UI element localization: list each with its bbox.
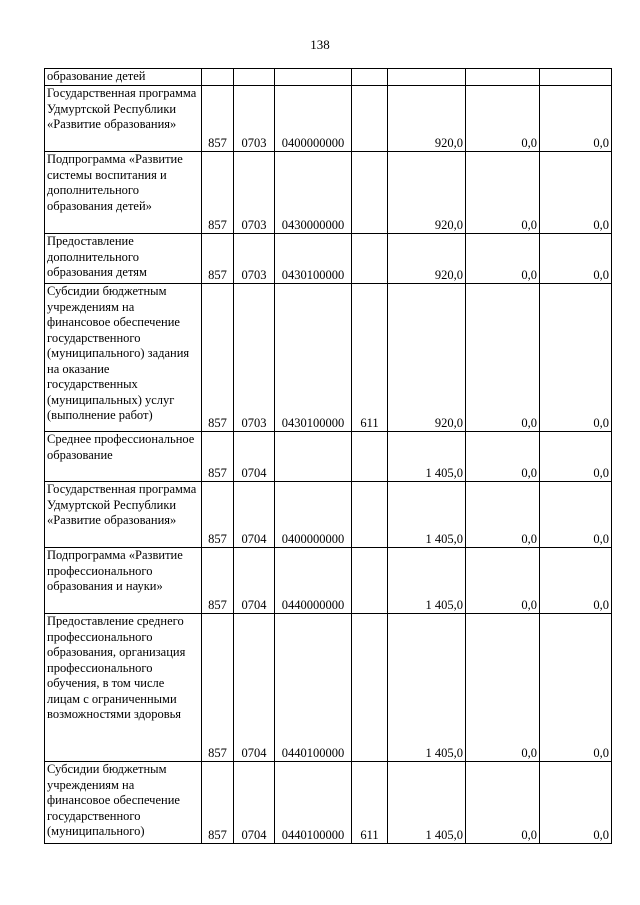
row-sum-3: 0,0 [540,234,612,284]
row-name: Предоставление среднего профессионального образования, организация профессионального обучения, в том числе лицам с ограниченными возможностями здоровья [45,614,202,762]
row-rzpr: 0704 [234,548,275,614]
row-vr [352,69,388,86]
row-vr [352,614,388,762]
row-csr: 0430100000 [275,284,352,432]
row-vr [352,152,388,234]
row-rzpr: 0704 [234,482,275,548]
row-sum-3: 0,0 [540,152,612,234]
row-name: Субсидии бюджетным учреждениям на финансовое обеспечение государственного (муниципального) задания на оказание государственных (муниципальных) услуг (выполнение работ) [45,284,202,432]
row-rzpr: 0703 [234,234,275,284]
row-csr [275,69,352,86]
row-grbs: 857 [202,86,234,152]
row-name: Среднее профессиональное образование [45,432,202,482]
row-vr: 611 [352,284,388,432]
row-grbs: 857 [202,432,234,482]
table-row [45,69,612,86]
row-sum-1: 1 405,0 [388,762,466,844]
table-row [45,614,612,762]
table-row [45,152,612,234]
row-name: Государственная программа Удмуртской Республики «Развитие образования» [45,482,202,548]
table-row [45,86,612,152]
row-name: Предоставление дополнительного образования детям [45,234,202,284]
row-sum-3: 0,0 [540,614,612,762]
row-sum-3: 0,0 [540,284,612,432]
row-vr [352,234,388,284]
row-csr: 0440100000 [275,762,352,844]
row-sum-1: 1 405,0 [388,432,466,482]
page-number: 138 [310,37,330,52]
row-sum-3: 0,0 [540,86,612,152]
row-grbs: 857 [202,482,234,548]
row-rzpr: 0703 [234,284,275,432]
table-row [45,432,612,482]
row-sum-2: 0,0 [466,614,540,762]
row-name: Субсидии бюджетным учреждениям на финансовое обеспечение государственного (муниципального) [45,762,202,844]
row-csr: 0430100000 [275,234,352,284]
row-csr: 0430000000 [275,152,352,234]
row-sum-1: 920,0 [388,152,466,234]
row-grbs: 857 [202,762,234,844]
row-name: образование детей [45,69,202,86]
budget-table [44,68,612,844]
row-name: Подпрограмма «Развитие системы воспитания и дополнительного образования детей» [45,152,202,234]
row-sum-3: 0,0 [540,432,612,482]
row-sum-1: 1 405,0 [388,614,466,762]
row-sum-1: 920,0 [388,86,466,152]
row-sum-2: 0,0 [466,762,540,844]
budget-table-body [45,69,612,844]
row-rzpr: 0703 [234,86,275,152]
row-sum-2: 0,0 [466,548,540,614]
row-sum-2: 0,0 [466,482,540,548]
row-grbs: 857 [202,152,234,234]
row-sum-3: 0,0 [540,762,612,844]
table-row [45,284,612,432]
row-vr [352,432,388,482]
row-rzpr: 0704 [234,614,275,762]
row-csr: 0400000000 [275,482,352,548]
row-sum-2: 0,0 [466,284,540,432]
table-row [45,482,612,548]
row-sum-2: 0,0 [466,234,540,284]
row-csr: 0440100000 [275,614,352,762]
row-sum-2: 0,0 [466,432,540,482]
row-vr [352,548,388,614]
table-row [45,762,612,844]
row-csr: 0400000000 [275,86,352,152]
row-sum-3: 0,0 [540,548,612,614]
row-sum-1: 1 405,0 [388,548,466,614]
row-rzpr: 0703 [234,152,275,234]
row-sum-1: 1 405,0 [388,482,466,548]
row-sum-2: 0,0 [466,152,540,234]
row-sum-1: 920,0 [388,284,466,432]
row-name: Подпрограмма «Развитие профессионального образования и науки» [45,548,202,614]
row-vr [352,482,388,548]
table-row [45,234,612,284]
table-row [45,548,612,614]
row-vr [352,86,388,152]
row-grbs: 857 [202,548,234,614]
row-grbs: 857 [202,234,234,284]
row-vr: 611 [352,762,388,844]
row-grbs: 857 [202,284,234,432]
row-rzpr: 0704 [234,762,275,844]
row-grbs [202,69,234,86]
row-sum-1: 920,0 [388,234,466,284]
row-sum-2 [466,69,540,86]
row-csr [275,432,352,482]
row-rzpr: 0704 [234,432,275,482]
row-csr: 0440000000 [275,548,352,614]
row-grbs: 857 [202,614,234,762]
row-sum-1 [388,69,466,86]
row-sum-2: 0,0 [466,86,540,152]
row-rzpr [234,69,275,86]
row-sum-3 [540,69,612,86]
row-sum-3: 0,0 [540,482,612,548]
row-name: Государственная программа Удмуртской Республики «Развитие образования» [45,86,202,152]
